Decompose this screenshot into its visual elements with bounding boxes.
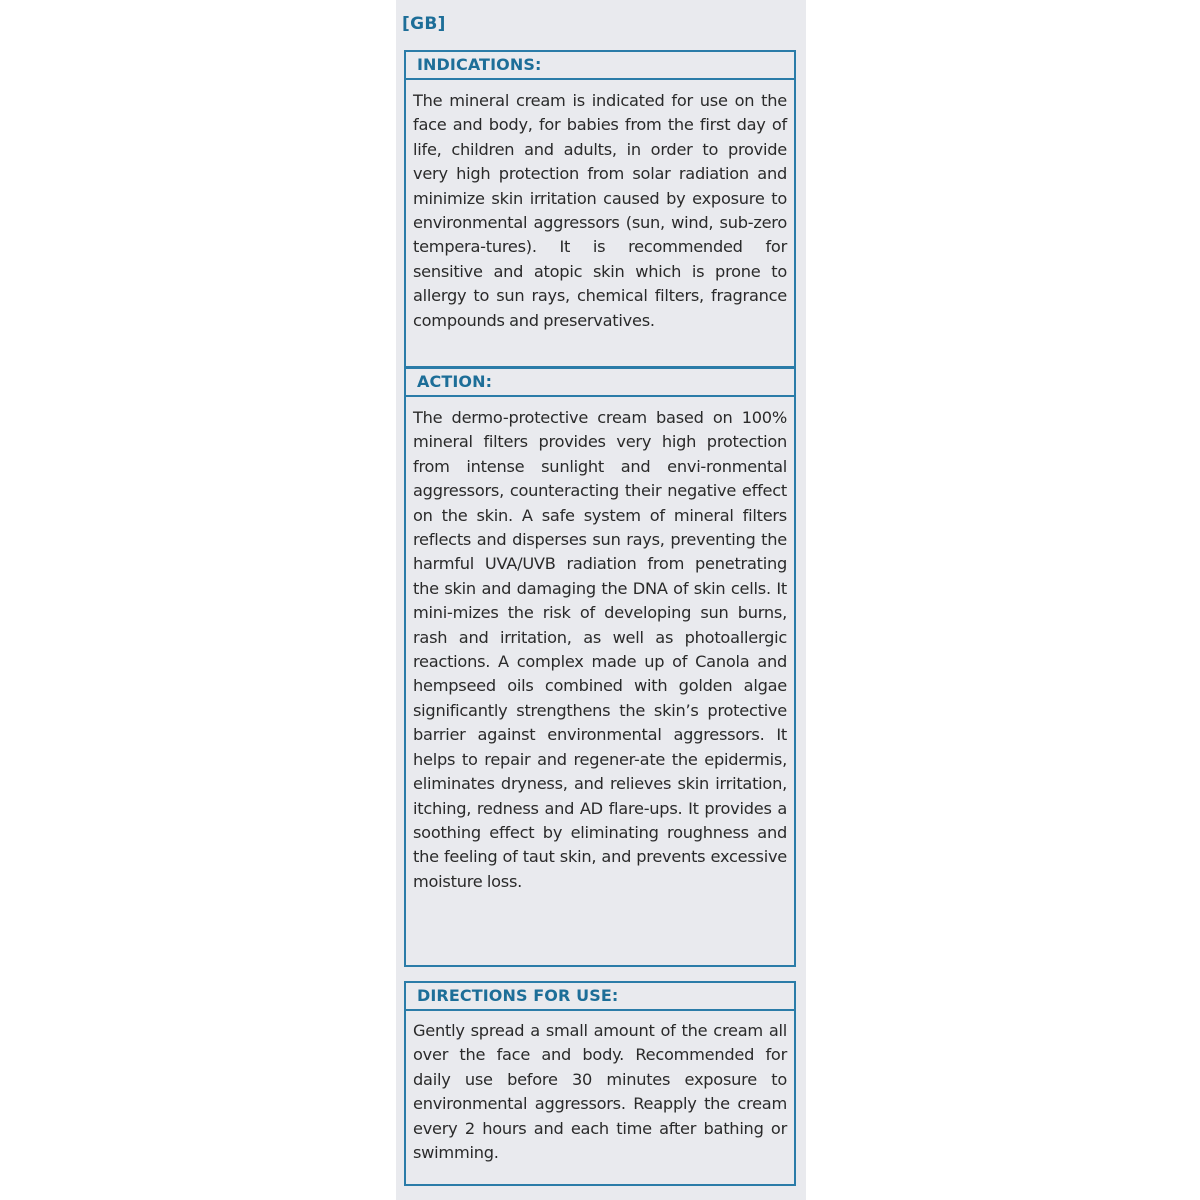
directions-section (404, 981, 796, 1186)
action-text: The dermo-protective cream based on 100% mineral filters provides very high protection from intense sunlight and envi-ronmental aggressors, counteracting their negative effect on the skin. A safe system of mineral filters reflects and disperses sun rays, preventing the harmful UVA/UVB radiation from penetrating the skin and damaging the DNA of skin cells. It mini-mizes the risk of developing sun burns, rash and irritation, as well as photoallergic reactions. A complex made up of Canola and hempseed oils combined with golden algae significantly strengthens the skin’s protective barrier against environmental aggressors. It helps to repair and regener-ate the epidermis, eliminates dryness, and relieves skin irritation, itching, redness and AD flare-ups. It provides a soothing effect by eliminating roughness and the feeling of taut skin, and prevents excessive moisture loss. (413, 408, 787, 891)
action-heading: ACTION: (406, 369, 794, 397)
directions-text: Gently spread a small amount of the cream all over the face and body. Recommended for daily use before 30 minutes exposure to environmental aggressors. Reapply the cream every 2 hours and each time after bathing or swimming. (413, 1021, 787, 1163)
language-code: [GB] (402, 14, 446, 34)
indications-text: The mineral cream is indicated for use on the face and body, for babies from the first day of life, children and adults, in order to provide very high protection from solar radiation and minimize skin irritation caused by exposure to environmental aggressors (sun, wind, sub-zero tempera-tures). It is recommended for sensitive and atopic skin which is prone to allergy to sun rays, chemical filters, fragrance compounds and preservatives. (413, 91, 787, 330)
indications-heading: INDICATIONS: (406, 52, 794, 80)
directions-heading: DIRECTIONS FOR USE: (406, 983, 794, 1011)
indications-section (404, 50, 796, 368)
action-section (404, 367, 796, 967)
